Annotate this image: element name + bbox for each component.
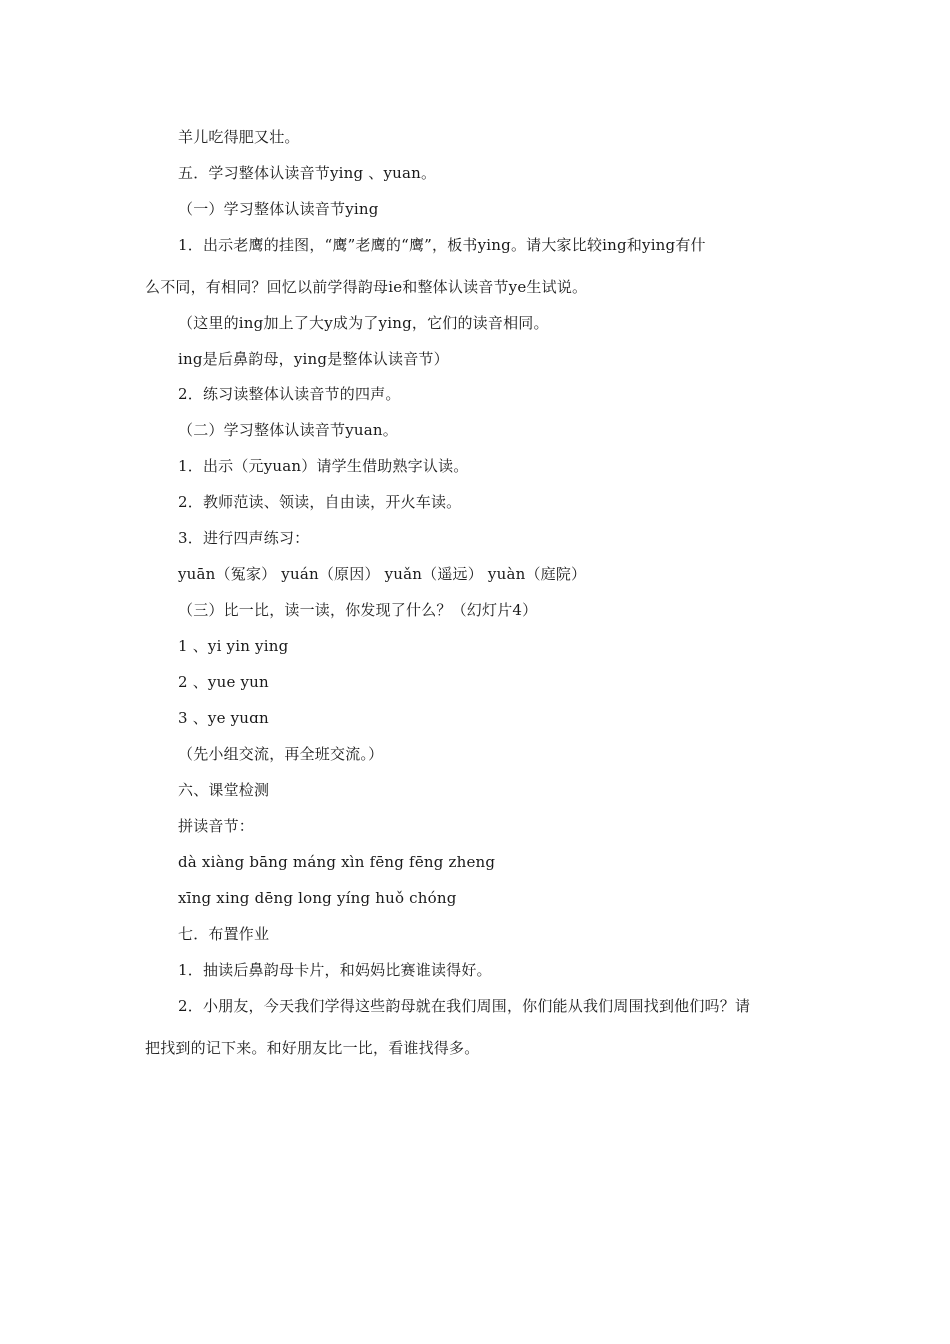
subheading-part-2: （二）学习整体认读音节yuan。 — [178, 421, 398, 439]
heading-section-5: 五．学习整体认读音节ying 、yuan。 — [178, 164, 437, 182]
compare-item-1: 1 、yi yin ying — [178, 637, 289, 655]
text-line-yuan-1: 1．出示（元yuan）请学生借助熟字认读。 — [178, 457, 469, 475]
text-line-discussion: （先小组交流，再全班交流。） — [178, 745, 384, 763]
pinyin-line-1: dà xiàng bāng máng xìn fēng fēng zheng — [178, 853, 496, 871]
compare-item-3: 3 、ye yuɑn — [178, 709, 269, 727]
text-line-tones: yuān（冤家） yuán（原因） yuǎn（遥远） yuàn（庭院） — [178, 565, 587, 583]
text-line-yuan-3: 3．进行四声练习： — [178, 529, 310, 547]
homework-item-1: 1．抽读后鼻韵母卡片，和妈妈比赛谁读得好。 — [178, 961, 492, 979]
subheading-part-3: （三）比一比，读一读，你发现了什么？（幻灯片4） — [178, 601, 538, 619]
text-line-step-1b: 么不同，有相同？回忆以前学得韵母ie和整体认读音节ye生试说。 — [145, 278, 588, 296]
homework-item-2a: 2．小朋友，今天我们学得这些韵母就在我们周围，你们能从我们周围找到他们吗？请 — [178, 997, 751, 1015]
subheading-part-1: （一）学习整体认读音节ying — [178, 200, 379, 218]
text-line-yuan-2: 2．教师范读、领读，自由读，开火车读。 — [178, 493, 462, 511]
text-line-spell: 拼读音节： — [178, 817, 255, 835]
text-line-note-2: ing是后鼻韵母，ying是整体认读音节） — [178, 350, 449, 368]
text-line-step-1a: 1．出示老鹰的挂图，“鹰”老鹰的“鹰”，板书ying。请大家比较ing和ying有什 — [178, 236, 706, 254]
text-line-1: 羊儿吃得肥又壮。 — [178, 128, 300, 146]
homework-item-2b: 把找到的记下来。和好朋友比一比，看谁找得多。 — [145, 1039, 480, 1057]
text-line-note-1: （这里的ing加上了大y成为了ying，它们的读音相同。 — [178, 314, 549, 332]
compare-item-2: 2 、yue yun — [178, 673, 269, 691]
pinyin-line-2: xīng xing dēng long yíng huǒ chóng — [178, 889, 457, 907]
text-line-step-2: 2．练习读整体认读音节的四声。 — [178, 385, 401, 403]
heading-section-6: 六、课堂检测 — [178, 781, 270, 799]
heading-section-7: 七．布置作业 — [178, 925, 270, 943]
